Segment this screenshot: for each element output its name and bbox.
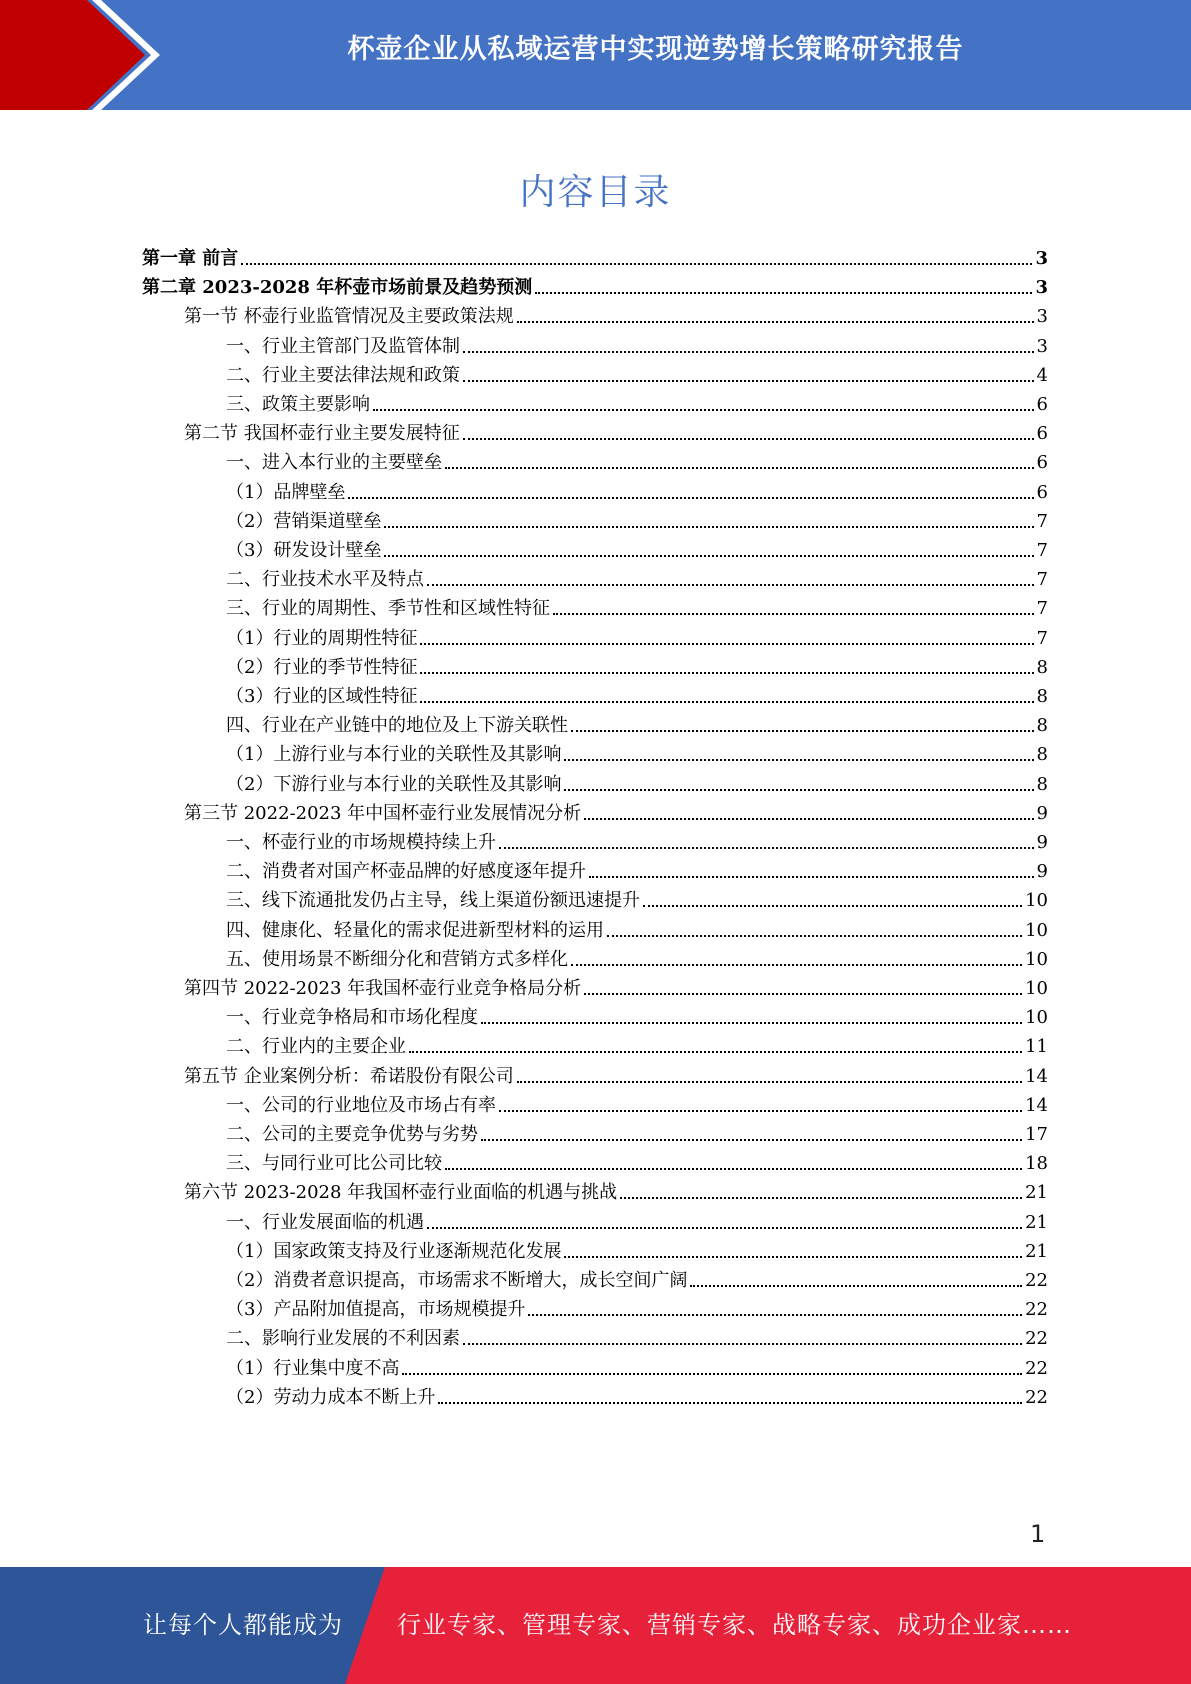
toc-entry-label: （2）行业的季节性特征 <box>226 657 420 679</box>
toc-entry-page: 10 <box>1025 1007 1048 1029</box>
toc-dot-leader <box>420 643 1033 645</box>
toc-entry-page: 10 <box>1025 890 1048 912</box>
toc-entry-page: 7 <box>1036 569 1048 591</box>
toc-dot-leader <box>564 789 1033 791</box>
toc-entry-label: （1）行业的周期性特征 <box>226 628 420 650</box>
toc-entry-page: 7 <box>1036 598 1048 620</box>
toc-entry-page: 8 <box>1036 773 1048 795</box>
toc-entry-label: 第二节 我国杯壶行业主要发展特征 <box>184 423 463 445</box>
toc-dot-leader <box>241 263 1032 265</box>
footer-slogan-left: 让每个人都能成为 <box>143 1611 343 1639</box>
toc-entry-label: （1）品牌壁垒 <box>226 482 348 504</box>
toc-dot-leader <box>427 584 1034 586</box>
toc-entry[interactable] <box>226 356 1048 387</box>
toc-entry-page: 3 <box>1036 335 1048 357</box>
toc-dot-leader <box>517 1081 1022 1083</box>
toc-entry[interactable] <box>226 502 1048 533</box>
toc-entry-label: 三、行业的周期性、季节性和区域性特征 <box>226 598 553 620</box>
toc-entry-label: 四、行业在产业链中的地位及上下游关联性 <box>226 715 571 737</box>
toc-entry[interactable] <box>226 443 1048 474</box>
toc-entry-page: 8 <box>1036 656 1048 678</box>
toc-dot-leader <box>384 555 1033 557</box>
toc-entry-page: 6 <box>1036 394 1048 415</box>
toc-entry-page: 6 <box>1036 452 1048 474</box>
toc-entry-page: 22 <box>1025 1386 1048 1408</box>
toc-entry[interactable] <box>226 852 1048 883</box>
toc-dot-leader <box>517 321 1034 323</box>
toc-dot-leader <box>499 1110 1022 1112</box>
toc-entry-label: 二、公司的主要竞争优势与劣势 <box>226 1124 481 1146</box>
toc-dot-leader <box>607 935 1022 937</box>
toc-entry-label: 一、杯壶行业的市场规模持续上升 <box>226 832 499 854</box>
toc-entry-page: 17 <box>1025 1124 1048 1145</box>
toc-entry[interactable] <box>226 1319 1048 1350</box>
toc-entry-label: 第六节 2023-2028 年我国杯壶行业面临的机遇与挑战 <box>184 1182 620 1204</box>
toc-entry-label: 三、与同行业可比公司比较 <box>226 1153 445 1175</box>
toc-dot-leader <box>409 1051 1022 1053</box>
toc-dot-leader <box>564 1256 1022 1258</box>
toc-entry[interactable] <box>226 589 1048 620</box>
toc-dot-leader <box>463 1343 1022 1345</box>
toc-entry-page: 6 <box>1036 481 1048 503</box>
toc-entry-page: 3 <box>1035 248 1048 269</box>
toc-dot-leader <box>384 526 1033 528</box>
toc-entry[interactable] <box>226 911 1048 942</box>
toc-entry[interactable] <box>226 1115 1048 1146</box>
toc-entry[interactable] <box>226 940 1048 971</box>
toc-entry-page: 18 <box>1025 1153 1048 1175</box>
toc-entry[interactable] <box>226 619 1048 650</box>
toc-entry-label: 二、行业内的主要企业 <box>226 1036 409 1058</box>
toc-entry[interactable] <box>184 969 1048 1000</box>
toc-dot-leader <box>535 292 1032 294</box>
toc-entry[interactable] <box>226 385 1048 416</box>
toc-dot-leader <box>420 701 1033 703</box>
toc-entry[interactable] <box>226 1378 1048 1409</box>
toc-entry[interactable] <box>226 765 1048 796</box>
toc-entry-page: 9 <box>1036 861 1048 883</box>
toc-dot-leader <box>445 467 1034 469</box>
toc-entry-label: （2）下游行业与本行业的关联性及其影响 <box>226 774 564 796</box>
toc-entry[interactable] <box>184 1173 1048 1204</box>
toc-entry-label: 三、政策主要影响 <box>226 394 373 416</box>
toc-dot-leader <box>463 351 1034 353</box>
toc-entry-page: 9 <box>1036 832 1048 853</box>
toc-dot-leader <box>528 1314 1022 1316</box>
toc-entry-page: 21 <box>1025 1240 1048 1262</box>
toc-entry[interactable] <box>226 473 1048 504</box>
toc-entry-page: 8 <box>1036 744 1048 766</box>
toc-entry-page: 22 <box>1025 1328 1048 1350</box>
toc-entry[interactable] <box>226 881 1048 912</box>
toc-entry-page: 14 <box>1025 1094 1048 1116</box>
toc-entry[interactable] <box>226 1144 1048 1175</box>
toc-entry[interactable] <box>226 1349 1048 1380</box>
footer-slogan-right: 行业专家、管理专家、营销专家、战略专家、成功企业家…… <box>397 1611 1072 1639</box>
toc-entry[interactable] <box>226 531 1048 562</box>
toc-entry-label: （2）劳动力成本不断上升 <box>226 1387 438 1409</box>
header-banner <box>0 0 1191 110</box>
toc-entry-label: 三、线下流通批发仍占主导，线上渠道份额迅速提升 <box>226 890 643 912</box>
toc-entry-page: 21 <box>1025 1182 1048 1204</box>
toc-entry-page: 10 <box>1025 919 1048 941</box>
toc-entry-label: （3）行业的区域性特征 <box>226 686 420 708</box>
toc-entry-label: 第二章 2023-2028 年杯壶市场前景及趋势预测 <box>142 277 535 299</box>
toc-dot-leader <box>445 1168 1022 1170</box>
toc-entry-page: 7 <box>1036 510 1048 532</box>
toc-entry-label: 第四节 2022-2023 年我国杯壶行业竞争格局分析 <box>184 978 584 1000</box>
report-title: 杯壶企业从私域运营中实现逆势增长策略研究报告 <box>347 34 964 65</box>
toc-title: 内容目录 <box>519 172 672 213</box>
toc-dot-leader <box>463 380 1034 382</box>
toc-entry-label: 第一章 前言 <box>142 248 241 270</box>
toc-entry[interactable] <box>226 677 1048 708</box>
toc-dot-leader <box>589 876 1034 878</box>
toc-dot-leader <box>427 1227 1022 1229</box>
toc-entry-page: 8 <box>1036 715 1048 737</box>
footer-banner <box>0 1567 1191 1684</box>
toc-dot-leader <box>553 613 1034 615</box>
toc-entry-page: 3 <box>1035 277 1048 299</box>
toc-entry-page: 3 <box>1036 306 1048 328</box>
toc-dot-leader <box>373 409 1034 411</box>
toc-entry-page: 22 <box>1025 1357 1048 1379</box>
header-red-arrow <box>0 0 145 110</box>
toc-entry-label: 一、进入本行业的主要壁垒 <box>226 452 445 474</box>
toc-entry[interactable] <box>226 1027 1048 1058</box>
toc-dot-leader <box>564 759 1033 761</box>
toc-dot-leader <box>620 1197 1022 1199</box>
toc-entry[interactable] <box>226 327 1048 358</box>
toc-entry[interactable] <box>184 414 1048 445</box>
toc-entry-page: 7 <box>1036 540 1048 561</box>
toc-entry-page: 4 <box>1036 364 1048 386</box>
toc-dot-leader <box>584 818 1033 820</box>
toc-dot-leader <box>438 1402 1022 1404</box>
toc-entry-label: 二、行业主要法律法规和政策 <box>226 365 463 387</box>
toc-entry-page: 22 <box>1025 1299 1048 1321</box>
toc-entry[interactable] <box>226 706 1048 737</box>
toc-entry-page: 7 <box>1036 627 1048 649</box>
toc-entry-page: 22 <box>1025 1270 1048 1291</box>
toc-entry[interactable] <box>184 297 1048 328</box>
toc-entry-label: （1）上游行业与本行业的关联性及其影响 <box>226 744 564 766</box>
toc-entry[interactable] <box>226 560 1048 591</box>
toc-entry[interactable] <box>226 735 1048 766</box>
toc-entry-label: 二、行业技术水平及特点 <box>226 569 427 591</box>
toc-dot-leader <box>571 964 1022 966</box>
toc-entry-page: 8 <box>1036 686 1048 707</box>
toc-dot-leader <box>690 1285 1022 1287</box>
toc-entry-label: 第一节 杯壶行业监管情况及主要政策法规 <box>184 306 517 328</box>
toc-entry-page: 21 <box>1025 1211 1048 1233</box>
toc-entry-label: （3）研发设计壁垒 <box>226 540 384 562</box>
toc-entry-page: 10 <box>1025 948 1048 970</box>
toc-dot-leader <box>643 905 1022 907</box>
toc-dot-leader <box>348 497 1033 499</box>
toc-entry[interactable] <box>226 648 1048 679</box>
toc-entry-label: 一、行业主管部门及监管体制 <box>226 336 463 358</box>
toc-entry-label: 第五节 企业案例分析：希诺股份有限公司 <box>184 1066 517 1088</box>
toc-entry-label: 第三节 2022-2023 年中国杯壶行业发展情况分析 <box>184 803 584 825</box>
toc-entry-label: （1）行业集中度不高 <box>226 1358 402 1380</box>
toc-dot-leader <box>481 1139 1022 1141</box>
toc-entry[interactable] <box>142 239 1048 270</box>
toc-dot-leader <box>481 1022 1022 1024</box>
toc-entry[interactable] <box>226 1232 1048 1263</box>
toc-entry-label: （3）产品附加值提高，市场规模提升 <box>226 1299 528 1321</box>
toc-entry[interactable] <box>226 823 1048 854</box>
toc-dot-leader <box>463 438 1034 440</box>
toc-entry-label: （2）营销渠道壁垒 <box>226 511 384 533</box>
toc-entry-page: 11 <box>1025 1036 1048 1058</box>
toc-entry[interactable] <box>184 794 1048 825</box>
toc-entry-page: 10 <box>1025 978 1048 999</box>
toc-entry[interactable] <box>226 1203 1048 1234</box>
toc-dot-leader <box>499 847 1034 849</box>
toc-entry-label: 一、行业竞争格局和市场化程度 <box>226 1007 481 1029</box>
toc-entry-page: 14 <box>1025 1065 1048 1087</box>
toc-entry-page: 9 <box>1036 802 1048 824</box>
toc-entry-label: （1）国家政策支持及行业逐渐规范化发展 <box>226 1241 564 1263</box>
toc-entry-label: 五、使用场景不断细分化和营销方式多样化 <box>226 949 571 971</box>
toc-entry[interactable] <box>184 1057 1048 1088</box>
toc-dot-leader <box>584 993 1022 995</box>
toc-entry[interactable] <box>226 1086 1048 1117</box>
toc-entry-label: （2）消费者意识提高，市场需求不断增大，成长空间广阔 <box>226 1270 690 1292</box>
toc-dot-leader <box>571 730 1034 732</box>
toc-entry-label: 一、公司的行业地位及市场占有率 <box>226 1095 499 1117</box>
toc-entry-label: 四、健康化、轻量化的需求促进新型材料的运用 <box>226 920 607 942</box>
toc-entry-label: 二、影响行业发展的不利因素 <box>226 1328 463 1350</box>
toc-entry[interactable] <box>142 268 1048 299</box>
toc-entry[interactable] <box>226 1290 1048 1321</box>
toc-entry-label: 一、行业发展面临的机遇 <box>226 1212 427 1234</box>
toc-entry[interactable] <box>226 1261 1048 1292</box>
toc-entry[interactable] <box>226 998 1048 1029</box>
toc-entry-page: 6 <box>1036 423 1048 445</box>
toc-dot-leader <box>402 1373 1022 1375</box>
toc-entry-label: 二、消费者对国产杯壶品牌的好感度逐年提升 <box>226 861 589 883</box>
toc-dot-leader <box>420 672 1033 674</box>
page-number: 1 <box>1030 1520 1046 1548</box>
